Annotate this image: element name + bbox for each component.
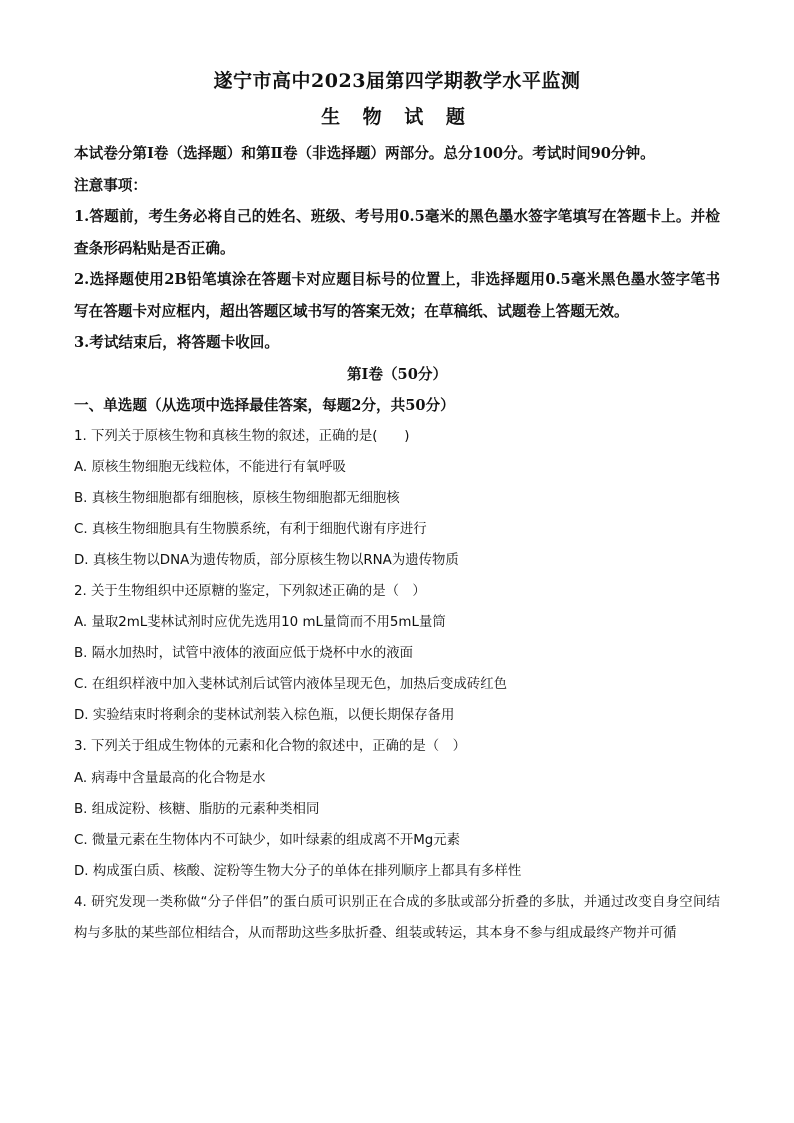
option-c: C. 微量元素在生物体内不可缺少，如叶绿素的组成离不开Mg元素 bbox=[74, 832, 461, 848]
question-stem: 4. 研究发现一类称做“分子伴侣”的蛋白质可识别正在合成的多肽或部分折叠的多肽，并通过改变自身空间结构与多肽的某些部位相结合，从而帮助这些多肽折叠、组装或转运，其本身不参与组成最终产物并可循 bbox=[74, 894, 720, 941]
notice-item-1: 1.答题前，考生务必将自己的姓名、班级、考号用0.5毫米的黑色墨水签字笔填写在答题卡上。并检查条形码粘贴是否正确。 bbox=[74, 208, 720, 257]
question-3 bbox=[74, 731, 720, 886]
option-d: D. 构成蛋白质、核酸、淀粉等生物大分子的单体在排列顺序上都具有多样性 bbox=[74, 863, 522, 879]
question-4 bbox=[74, 887, 720, 949]
exam-title: 遂宁市高中2023届第四学期教学水平监测 bbox=[213, 70, 581, 92]
section-heading: 第Ⅰ卷（50分） bbox=[346, 365, 448, 383]
option-a: A. 原核生物细胞无线粒体，不能进行有氧呼吸 bbox=[74, 459, 346, 475]
notice-item-3: 3.考试结束后，将答题卡收回。 bbox=[74, 334, 279, 351]
question-stem: 3. 下列关于组成生物体的元素和化合物的叙述中，正确的是（ ） bbox=[74, 739, 466, 755]
question-stem: 2. 关于生物组织中还原糖的鉴定，下列叙述正确的是（ ） bbox=[74, 583, 426, 599]
option-c: C. 在组织样液中加入斐林试剂后试管内液体呈现无色，加热后变成砖红色 bbox=[74, 677, 507, 693]
option-d: D. 实验结束时将剩余的斐林试剂装入棕色瓶，以便长期保存备用 bbox=[74, 708, 455, 724]
option-b: B. 组成淀粉、核糖、脂肪的元素种类相同 bbox=[74, 801, 320, 817]
document-page bbox=[74, 60, 720, 949]
option-a: A. 量取2mL斐林试剂时应优先选用10 mL量筒而不用5mL量筒 bbox=[74, 615, 446, 631]
option-d: D. 真核生物以DNA为遗传物质，部分原核生物以RNA为遗传物质 bbox=[74, 552, 459, 568]
intro-text: 本试卷分第Ⅰ卷（选择题）和第Ⅱ卷（非选择题）两部分。总分100分。考试时间90分钟。 bbox=[74, 145, 655, 162]
section-subheading: 一、单选题（从选项中选择最佳答案，每题2分，共50分） bbox=[74, 396, 455, 414]
notice-label: 注意事项： bbox=[74, 176, 147, 194]
notice-item-2: 2.选择题使用2B铅笔填涂在答题卡对应题目标号的位置上，非选择题用0.5毫米黑色墨水签字笔书写在答题卡对应框内，超出答题区域书写的答案无效；在草稿纸、试题卷上答题无效。 bbox=[74, 271, 720, 320]
question-stem: 1. 下列关于原核生物和真核生物的叙述，正确的是( ) bbox=[74, 428, 410, 444]
option-b: B. 隔水加热时，试管中液体的液面应低于烧杯中水的液面 bbox=[74, 646, 414, 662]
option-c: C. 真核生物细胞具有生物膜系统，有利于细胞代谢有序进行 bbox=[74, 521, 427, 537]
option-a: A. 病毒中含量最高的化合物是水 bbox=[74, 770, 266, 786]
question-2 bbox=[74, 576, 720, 731]
option-b: B. 真核生物细胞都有细胞核，原核生物细胞都无细胞核 bbox=[74, 490, 400, 506]
exam-subtitle: 生 物 试 题 bbox=[321, 106, 473, 128]
question-1 bbox=[74, 421, 720, 576]
